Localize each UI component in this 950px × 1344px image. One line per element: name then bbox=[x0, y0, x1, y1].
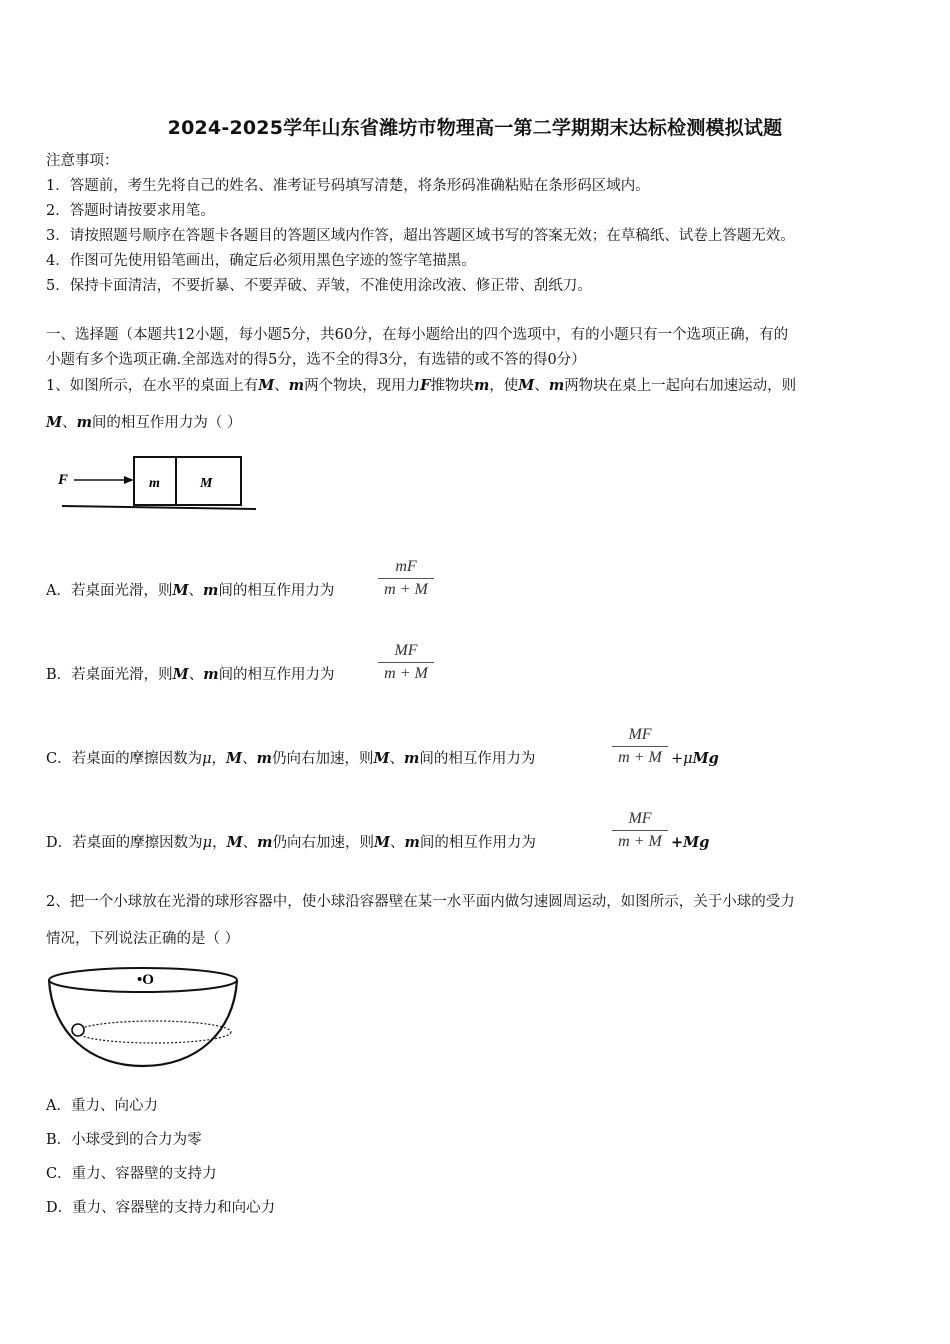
q1-option-a-fraction bbox=[378, 556, 434, 601]
page-title: 2024-2025学年山东省潍坊市物理高一第二学期期末达标检测模拟试题 bbox=[167, 117, 783, 139]
fraction-denominator: m + M bbox=[618, 749, 662, 766]
ball bbox=[72, 1024, 84, 1036]
q2-option-a[interactable]: A．重力、向心力 bbox=[46, 1098, 158, 1114]
q1-option-c[interactable]: C．若桌面的摩擦因数为μ，M、m仍向右加速，则M、m间的相互作用力为 bbox=[46, 750, 536, 767]
center-label: •O bbox=[137, 972, 154, 988]
section-heading-line2: 小题有多个选项正确.全部选对的得5分，选不全的得3分，有选错的或不答的得0分） bbox=[46, 352, 586, 368]
q1-option-b[interactable]: B．若桌面光滑，则M、m间的相互作用力为 bbox=[46, 666, 335, 683]
q2-bowl-figure bbox=[44, 962, 244, 1074]
q1-stem-line2: M、m间的相互作用力为（ ） bbox=[46, 414, 242, 431]
q1-option-d-fraction bbox=[612, 808, 668, 853]
fraction-denominator: m + M bbox=[384, 665, 428, 682]
fraction-numerator: MF bbox=[394, 642, 418, 659]
q1-option-b-fraction bbox=[378, 640, 434, 685]
q1-option-a[interactable]: A．若桌面光滑，则M、m间的相互作用力为 bbox=[46, 582, 335, 599]
q1-option-c-tail: +μMg bbox=[671, 750, 719, 767]
fraction-denominator: m + M bbox=[618, 833, 662, 850]
q1-stem-line1: 1、如图所示，在水平的桌面上有M、m两个物块，现用力F推物块m，使M、m两物块在桌上一起向右加速运动，则 bbox=[46, 377, 797, 394]
q1-option-d[interactable]: D．若桌面的摩擦因数为μ，M、m仍向右加速，则M、m间的相互作用力为 bbox=[46, 834, 536, 851]
fraction-numerator: mF bbox=[395, 558, 417, 575]
circular-path bbox=[77, 1021, 231, 1043]
q2-option-d[interactable]: D．重力、容器壁的支持力和向心力 bbox=[46, 1200, 276, 1216]
force-arrow-head bbox=[124, 476, 134, 484]
q1-blocks-figure bbox=[52, 452, 262, 516]
notice-heading: 注意事项： bbox=[46, 153, 119, 169]
notice-item: 4．作图可先使用铅笔画出，确定后必须用黑色字迹的签字笔描黑。 bbox=[46, 253, 476, 269]
q2-option-b[interactable]: B．小球受到的合力为零 bbox=[46, 1132, 202, 1148]
notice-item: 1．答题前，考生先将自己的姓名、准考证号码填写清楚，将条形码准确粘贴在条形码区域内。 bbox=[46, 178, 650, 194]
notice-item: 2．答题时请按要求用笔。 bbox=[46, 203, 215, 219]
force-label: F bbox=[58, 472, 69, 488]
block-m-label: m bbox=[149, 476, 160, 491]
fraction-numerator: MF bbox=[628, 726, 652, 743]
notice-item: 5．保持卡面清洁，不要折暴、不要弄破、弄皱，不准使用涂改液、修正带、刮纸刀。 bbox=[46, 278, 592, 294]
fraction-numerator: MF bbox=[628, 810, 652, 827]
q2-stem-line2: 情况，下列说法正确的是（ ） bbox=[46, 931, 240, 947]
q1-option-c-fraction bbox=[612, 724, 668, 769]
section-heading-line1: 一、选择题（本题共12小题，每小题5分，共60分，在每小题给出的四个选项中，有的小题只有一个选项正确，有的 bbox=[46, 327, 789, 343]
q2-option-c[interactable]: C．重力、容器壁的支持力 bbox=[46, 1166, 217, 1182]
notice-item: 3．请按照题号顺序在答题卡各题目的答题区域内作答，超出答题区域书写的答案无效；在草稿纸、试卷上答题无效。 bbox=[46, 228, 795, 244]
fraction-denominator: m + M bbox=[384, 581, 428, 598]
block-M-label: M bbox=[200, 476, 213, 491]
table-surface bbox=[62, 506, 256, 509]
q1-option-d-tail: +Mg bbox=[671, 834, 710, 851]
q2-stem-line1: 2、把一个小球放在光滑的球形容器中，使小球沿容器壁在某一水平面内做匀速圆周运动，如图所示，关于小球的受力 bbox=[46, 894, 795, 910]
